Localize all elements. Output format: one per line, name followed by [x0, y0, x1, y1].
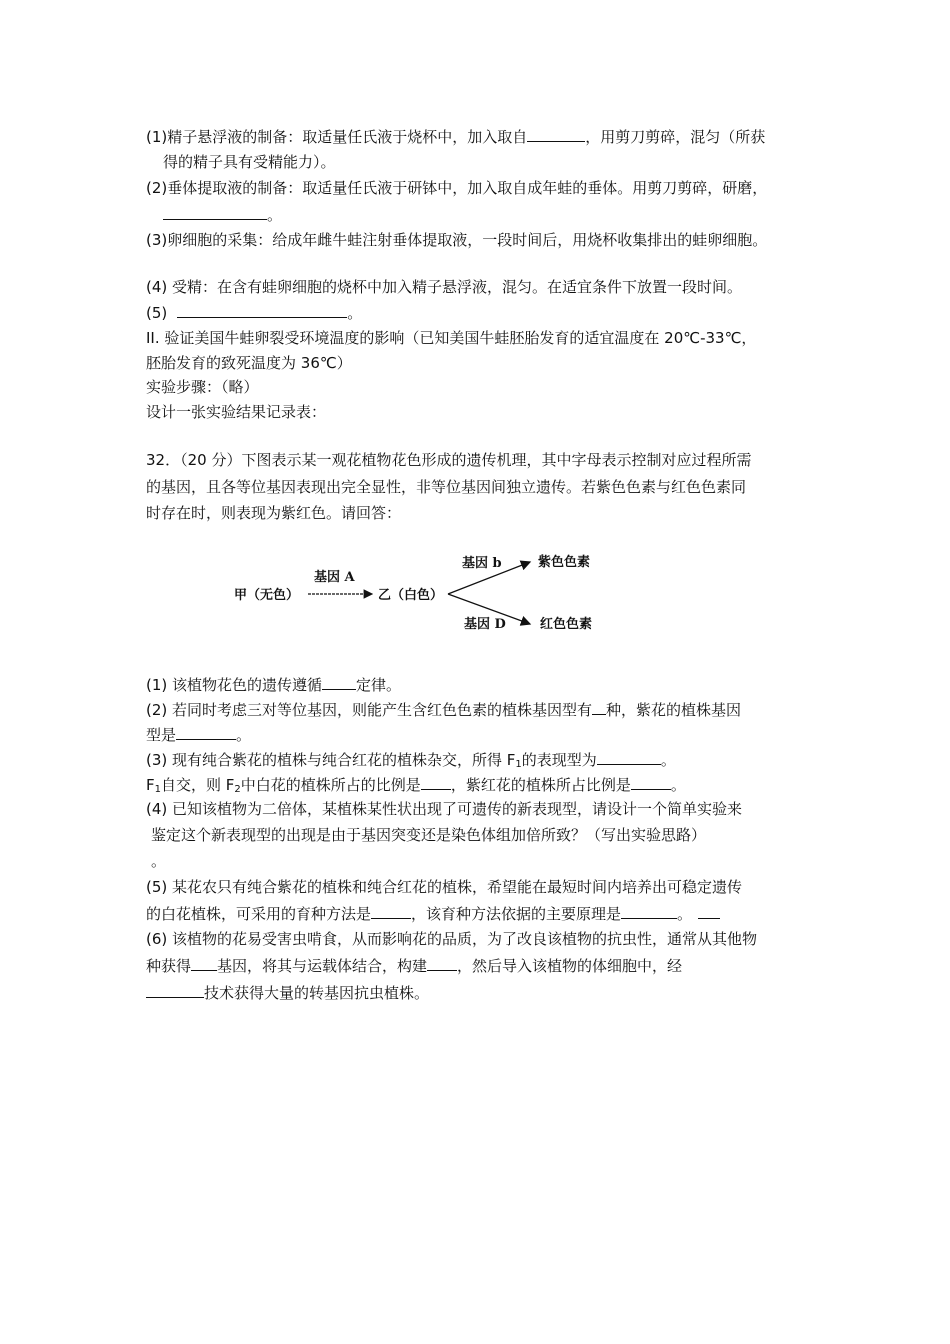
question-6-cont [146, 955, 682, 976]
q2-text-c: 型是 [146, 726, 177, 744]
q6-text-b: 种获得 [146, 957, 192, 975]
answer-blank [698, 903, 720, 919]
part2-line3: 实验步骤：（略） [146, 378, 259, 396]
gene-pathway-diagram [222, 548, 608, 640]
question-2 [146, 699, 741, 720]
q1-end: 定律。 [356, 676, 402, 694]
subscript: 2 [234, 784, 241, 795]
q5-end: 。 [677, 905, 693, 923]
q3-text-f: 中白花的植株所占的比例是 [240, 776, 421, 794]
question-2-cont [146, 724, 251, 745]
answer-blank [176, 724, 236, 740]
q32-line2: 的基因，且各等位基因表现出完全显性，非等位基因间独立遗传。若紫色色素与红色色素同 [146, 478, 747, 496]
answer-blank [621, 903, 677, 919]
subscript: 1 [154, 784, 162, 795]
q3-text: (3) 现有纯合紫花的植株与纯合红花的植株杂交，所得 F [146, 751, 516, 769]
part2-line1: II. 验证美国牛蛙卵裂受环境温度的影响（已知美国牛蛙胚胎发育的适宜温度在 20℃-33℃， [146, 329, 757, 347]
step5-label: (5) [146, 304, 168, 322]
step5-end: 。 [347, 304, 363, 322]
answer-blank [631, 774, 671, 790]
step1-line-cont: 得的精子具有受精能力）。 [163, 153, 336, 171]
subscript: 1 [515, 759, 522, 770]
question-5: (5) 某花农只有纯合紫花的植株和纯合红花的植株，希望能在最短时间内培养出可稳定遗传 [146, 878, 743, 896]
q2-text: (2) 若同时考虑三对等位基因，则能产生含红色色素的植株基因型有 [146, 701, 593, 719]
question-6: (6) 该植物的花易受害虫啃食，从而影响花的品质，为了改良该植物的抗虫性，通常从其他物 [146, 930, 758, 948]
node-yi: 乙（白色） [378, 588, 444, 603]
answer-blank [592, 699, 606, 715]
q3-text-b: 的表现型为 [521, 751, 597, 769]
answer-blank [322, 674, 356, 690]
q3-end-2: 。 [670, 776, 686, 794]
label-gene-d: 基因 D [464, 617, 506, 632]
q6-text-c: 基因，将其与运载体结合，构建 [217, 957, 428, 975]
q5-text-c: ，该育种方法依据的主要原理是 [411, 905, 622, 923]
q1-text: (1) 该植物花色的遗传遵循 [146, 676, 323, 694]
step2-line: (2)垂体提取液的制备：取适量任氏液于研钵中，加入取自成年蛙的垂体。用剪刀剪碎，研磨， [146, 179, 768, 197]
step2-line-cont [163, 204, 282, 225]
question-3 [146, 749, 676, 775]
question-4-end: 。 [151, 852, 167, 870]
q5-text-b: 的白花植株，可采用的育种方法是 [146, 905, 372, 923]
answer-blank [177, 302, 347, 318]
step1-text-b: ，用剪刀剪碎，混匀（所获 [585, 128, 766, 146]
part2-line2: 胚胎发育的致死温度为 36℃） [146, 354, 352, 372]
q2-end: 。 [236, 726, 252, 744]
answer-blank [191, 955, 217, 971]
question-1 [146, 674, 401, 695]
part2-line4: 设计一张实验结果记录表： [146, 403, 327, 421]
answer-blank [527, 126, 585, 142]
label-gene-a: 基因 A [314, 570, 355, 585]
f1-label: F [146, 776, 155, 794]
q32-line1: 32．（20 分）下图表示某一观花植物花色形成的遗传机理，其中字母表示控制对应过程所需 [146, 451, 752, 469]
q3-text-e: 自交，则 F [161, 776, 235, 794]
question-6-end [146, 982, 429, 1003]
label-gene-b: 基因 b [462, 556, 502, 571]
step3-line: (3)卵细胞的采集：给成年雌牛蛙注射垂体提取液，一段时间后，用烧杯收集排出的蛙卵细胞。 [146, 231, 768, 249]
node-red: 红色色素 [540, 617, 593, 632]
answer-blank [371, 903, 411, 919]
q6-text-e: 技术获得大量的转基因抗虫植株。 [204, 984, 430, 1002]
q2-text-b: 种，紫花的植株基因 [606, 701, 742, 719]
question-4-cont: 鉴定这个新表现型的出现是由于基因突变还是染色体组加倍所致？（写出实验思路） [151, 826, 707, 844]
answer-blank [427, 955, 457, 971]
step1-text: (1)精子悬浮液的制备：取适量任氏液于烧杯中，加入取自 [146, 128, 528, 146]
step5-line [146, 302, 362, 323]
step4-line: (4) 受精：在含有蛙卵细胞的烧杯中加入精子悬浮液，混匀。在适宜条件下放置一段时间。 [146, 278, 743, 296]
answer-blank [597, 749, 661, 765]
node-jia: 甲（无色） [234, 588, 300, 603]
node-purple: 紫色色素 [538, 555, 591, 570]
step1-line [146, 126, 765, 147]
q3-end: 。 [660, 751, 676, 769]
q32-line3: 时存在时，则表现为紫红色。请回答： [146, 504, 402, 522]
answer-blank [163, 204, 267, 220]
q3-text-g: ，紫红花的植株所占比例是 [450, 776, 631, 794]
question-3-cont [146, 774, 686, 800]
question-5-cont [146, 903, 720, 924]
question-4: (4) 已知该植物为二倍体，某植株某性状出现了可遗传的新表现型，请设计一个简单实验来 [146, 800, 743, 818]
answer-blank [421, 774, 451, 790]
answer-blank [146, 982, 204, 998]
step2-end: 。 [267, 206, 283, 224]
q6-text-d: ，然后导入该植物的体细胞中，经 [457, 957, 683, 975]
